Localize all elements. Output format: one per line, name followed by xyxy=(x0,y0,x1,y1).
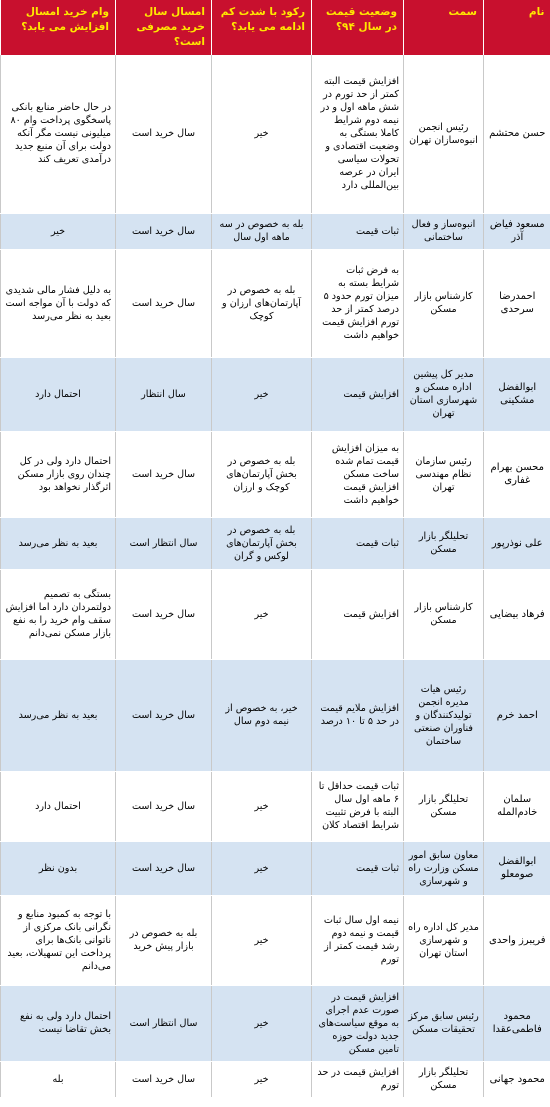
header-loan-increase: وام خرید امسال افزایش می یابد؟ xyxy=(1,0,116,55)
cell-role: کارشناس بازار مسکن xyxy=(404,569,484,659)
cell-recession: خیر xyxy=(212,1061,312,1097)
header-recession: رکود با شدت کم ادامه می یابد؟ xyxy=(212,0,312,55)
cell-recession: خیر xyxy=(212,569,312,659)
cell-loan-increase: بعید به نظر می‌رسد xyxy=(1,517,116,569)
cell-loan-increase: خیر xyxy=(1,213,116,249)
cell-buy-year: سال خرید است xyxy=(116,1061,212,1097)
cell-loan-increase: بستگی به تصمیم دولتمردان دارد اما افزایش سقف وام خرید را به نفع بازار مسکن نمی‌دانم xyxy=(1,569,116,659)
cell-price-status: افزایش قیمت در حد تورم xyxy=(312,1061,404,1097)
table-row xyxy=(1,985,550,1061)
cell-loan-increase: به دلیل فشار مالی شدیدی که دولت با آن مواجه است بعید به نظر می‌رسد xyxy=(1,249,116,357)
cell-buy-year: سال خرید است xyxy=(116,569,212,659)
cell-buy-year: بله به خصوص در بازار پیش خرید xyxy=(116,895,212,985)
cell-price-status: ثبات قیمت حداقل تا ۶ ماهه اول سال البته با فرض تثبیت شرایط اقتصاد کلان xyxy=(312,771,404,841)
cell-loan-increase: بدون نظر xyxy=(1,841,116,895)
cell-buy-year: سال انتظار xyxy=(116,357,212,431)
cell-name: محمود فاطمی‌عقدا xyxy=(484,985,550,1061)
cell-loan-increase: بله xyxy=(1,1061,116,1097)
cell-role: رئیس انجمن انبوه‌سازان تهران xyxy=(404,55,484,213)
cell-loan-increase: با توجه به کمبود منابع و نگرانی بانک مرکزی از ناتوانی بانک‌ها برای پرداخت این تسهیلات، بعید می‌دانم xyxy=(1,895,116,985)
cell-buy-year: سال خرید است xyxy=(116,841,212,895)
cell-price-status: ثبات قیمت xyxy=(312,841,404,895)
cell-price-status: نیمه اول سال ثبات قیمت و نیمه دوم رشد قیمت کمتر از تورم xyxy=(312,895,404,985)
cell-price-status: ثبات قیمت xyxy=(312,213,404,249)
table-row xyxy=(1,569,550,659)
cell-price-status: افزایش قیمت در صورت عدم اجرای به موقع سیاست‌های جدید دولت حوزه تامین مسکن xyxy=(312,985,404,1061)
cell-buy-year: سال خرید است xyxy=(116,771,212,841)
header-price-status: وضعیت قیمت در سال ۹۴؟ xyxy=(312,0,404,55)
cell-recession: بله به خصوص در آپارتمان‌های ارزان و کوچک xyxy=(212,249,312,357)
cell-loan-increase: در حال حاضر منابع بانکی پاسخگوی پرداخت وام ۸۰ میلیونی نیست مگر آنکه دولت برای آن منبع جدید درآمدی تعریف کند xyxy=(1,55,116,213)
cell-role: رئیس هیات مدیره انجمن تولیدکنندگان و فناوران صنعتی ساختمان xyxy=(404,659,484,771)
cell-recession: خیر، به خصوص از نیمه دوم سال xyxy=(212,659,312,771)
table-row xyxy=(1,249,550,357)
header-buy-year: امسال سال خرید مصرفی است؟ xyxy=(116,0,212,55)
cell-price-status: به فرض ثبات شرایط بسته به میزان تورم حدود ۵ درصد کمتر از حد تورم افزایش قیمت خواهیم داشت xyxy=(312,249,404,357)
cell-name: ابوالفضل صومعلو xyxy=(484,841,550,895)
cell-price-status: افزایش ملایم قیمت در حد ۵ تا ۱۰ درصد xyxy=(312,659,404,771)
table-row xyxy=(1,357,550,431)
table-row xyxy=(1,517,550,569)
cell-price-status: افزایش قیمت البته کمتر از حد تورم در شش ماهه اول و در نیمه دوم شرایط کاملا بستگی به وضعیت اقتصادی و تحولات سیاسی ایران در عرصه بین‌المللی دارد xyxy=(312,55,404,213)
cell-role: مدیر کل اداره راه و شهرسازی استان تهران xyxy=(404,895,484,985)
cell-name: محسن بهرام غفاری xyxy=(484,431,550,517)
cell-role: تحلیلگر بازار مسکن xyxy=(404,1061,484,1097)
cell-price-status: ثبات قیمت xyxy=(312,517,404,569)
cell-price-status: افزایش قیمت xyxy=(312,357,404,431)
cell-buy-year: سال خرید است xyxy=(116,249,212,357)
cell-name: فرهاد بیضایی xyxy=(484,569,550,659)
cell-role: تحلیلگر بازار مسکن xyxy=(404,517,484,569)
cell-name: علی نوذرپور xyxy=(484,517,550,569)
cell-recession: بله به خصوص در بخش آپارتمان‌های کوچک و ارزان xyxy=(212,431,312,517)
cell-buy-year: سال خرید است xyxy=(116,213,212,249)
cell-role: رئیس سازمان نظام مهندسی تهران xyxy=(404,431,484,517)
table-row xyxy=(1,1061,550,1097)
cell-buy-year: سال خرید است xyxy=(116,659,212,771)
cell-buy-year: سال انتظار است xyxy=(116,985,212,1061)
cell-loan-increase: احتمال دارد xyxy=(1,771,116,841)
cell-name: سلمان خادم‌المله xyxy=(484,771,550,841)
cell-loan-increase: احتمال دارد ولی به نفع بخش تقاضا نیست xyxy=(1,985,116,1061)
table-row xyxy=(1,213,550,249)
table-row xyxy=(1,55,550,213)
header-role: سمت xyxy=(404,0,484,55)
cell-recession: بله به خصوص در سه ماهه اول سال xyxy=(212,213,312,249)
cell-price-status: افزایش قیمت xyxy=(312,569,404,659)
header-row xyxy=(1,0,550,55)
cell-loan-increase: احتمال دارد ولی در کل چندان روی بازار مسکن اثرگذار نخواهد بود xyxy=(1,431,116,517)
cell-role: تحلیلگر بازار مسکن xyxy=(404,771,484,841)
cell-name: ابوالفضل مشکینی xyxy=(484,357,550,431)
table-row xyxy=(1,841,550,895)
cell-role: مدیر کل پیشین اداره مسکن و شهرسازی استان تهران xyxy=(404,357,484,431)
cell-recession: خیر xyxy=(212,841,312,895)
cell-recession: خیر xyxy=(212,985,312,1061)
cell-price-status: به میزان افزایش قیمت تمام شده ساخت مسکن افزایش قیمت خواهیم داشت xyxy=(312,431,404,517)
table-row xyxy=(1,431,550,517)
cell-role: معاون سابق امور مسکن وزارت راه و شهرسازی xyxy=(404,841,484,895)
cell-recession: بله به خصوص در بخش آپارتمان‌های لوکس و گران xyxy=(212,517,312,569)
cell-name: احمد خرم xyxy=(484,659,550,771)
table-row xyxy=(1,895,550,985)
cell-name: مسعود فیاض آذر xyxy=(484,213,550,249)
table-row xyxy=(1,659,550,771)
cell-buy-year: سال انتظار است xyxy=(116,517,212,569)
cell-name: فریبرز واحدی xyxy=(484,895,550,985)
cell-recession: خیر xyxy=(212,357,312,431)
cell-name: حسن محتشم xyxy=(484,55,550,213)
cell-role: کارشناس بازار مسکن xyxy=(404,249,484,357)
cell-loan-increase: بعید به نظر می‌رسد xyxy=(1,659,116,771)
table-row xyxy=(1,771,550,841)
cell-loan-increase: احتمال دارد xyxy=(1,357,116,431)
cell-name: احمدرضا سرحدی xyxy=(484,249,550,357)
cell-recession: خیر xyxy=(212,771,312,841)
cell-recession: خیر xyxy=(212,895,312,985)
cell-recession: خیر xyxy=(212,55,312,213)
header-name: نام xyxy=(484,0,550,55)
cell-buy-year: سال خرید است xyxy=(116,55,212,213)
cell-name: محمود جهانی xyxy=(484,1061,550,1097)
cell-buy-year: سال خرید است xyxy=(116,431,212,517)
cell-role: رئیس سابق مرکز تحقیقات مسکن xyxy=(404,985,484,1061)
cell-role: انبوه‌ساز و فعال ساختمانی xyxy=(404,213,484,249)
